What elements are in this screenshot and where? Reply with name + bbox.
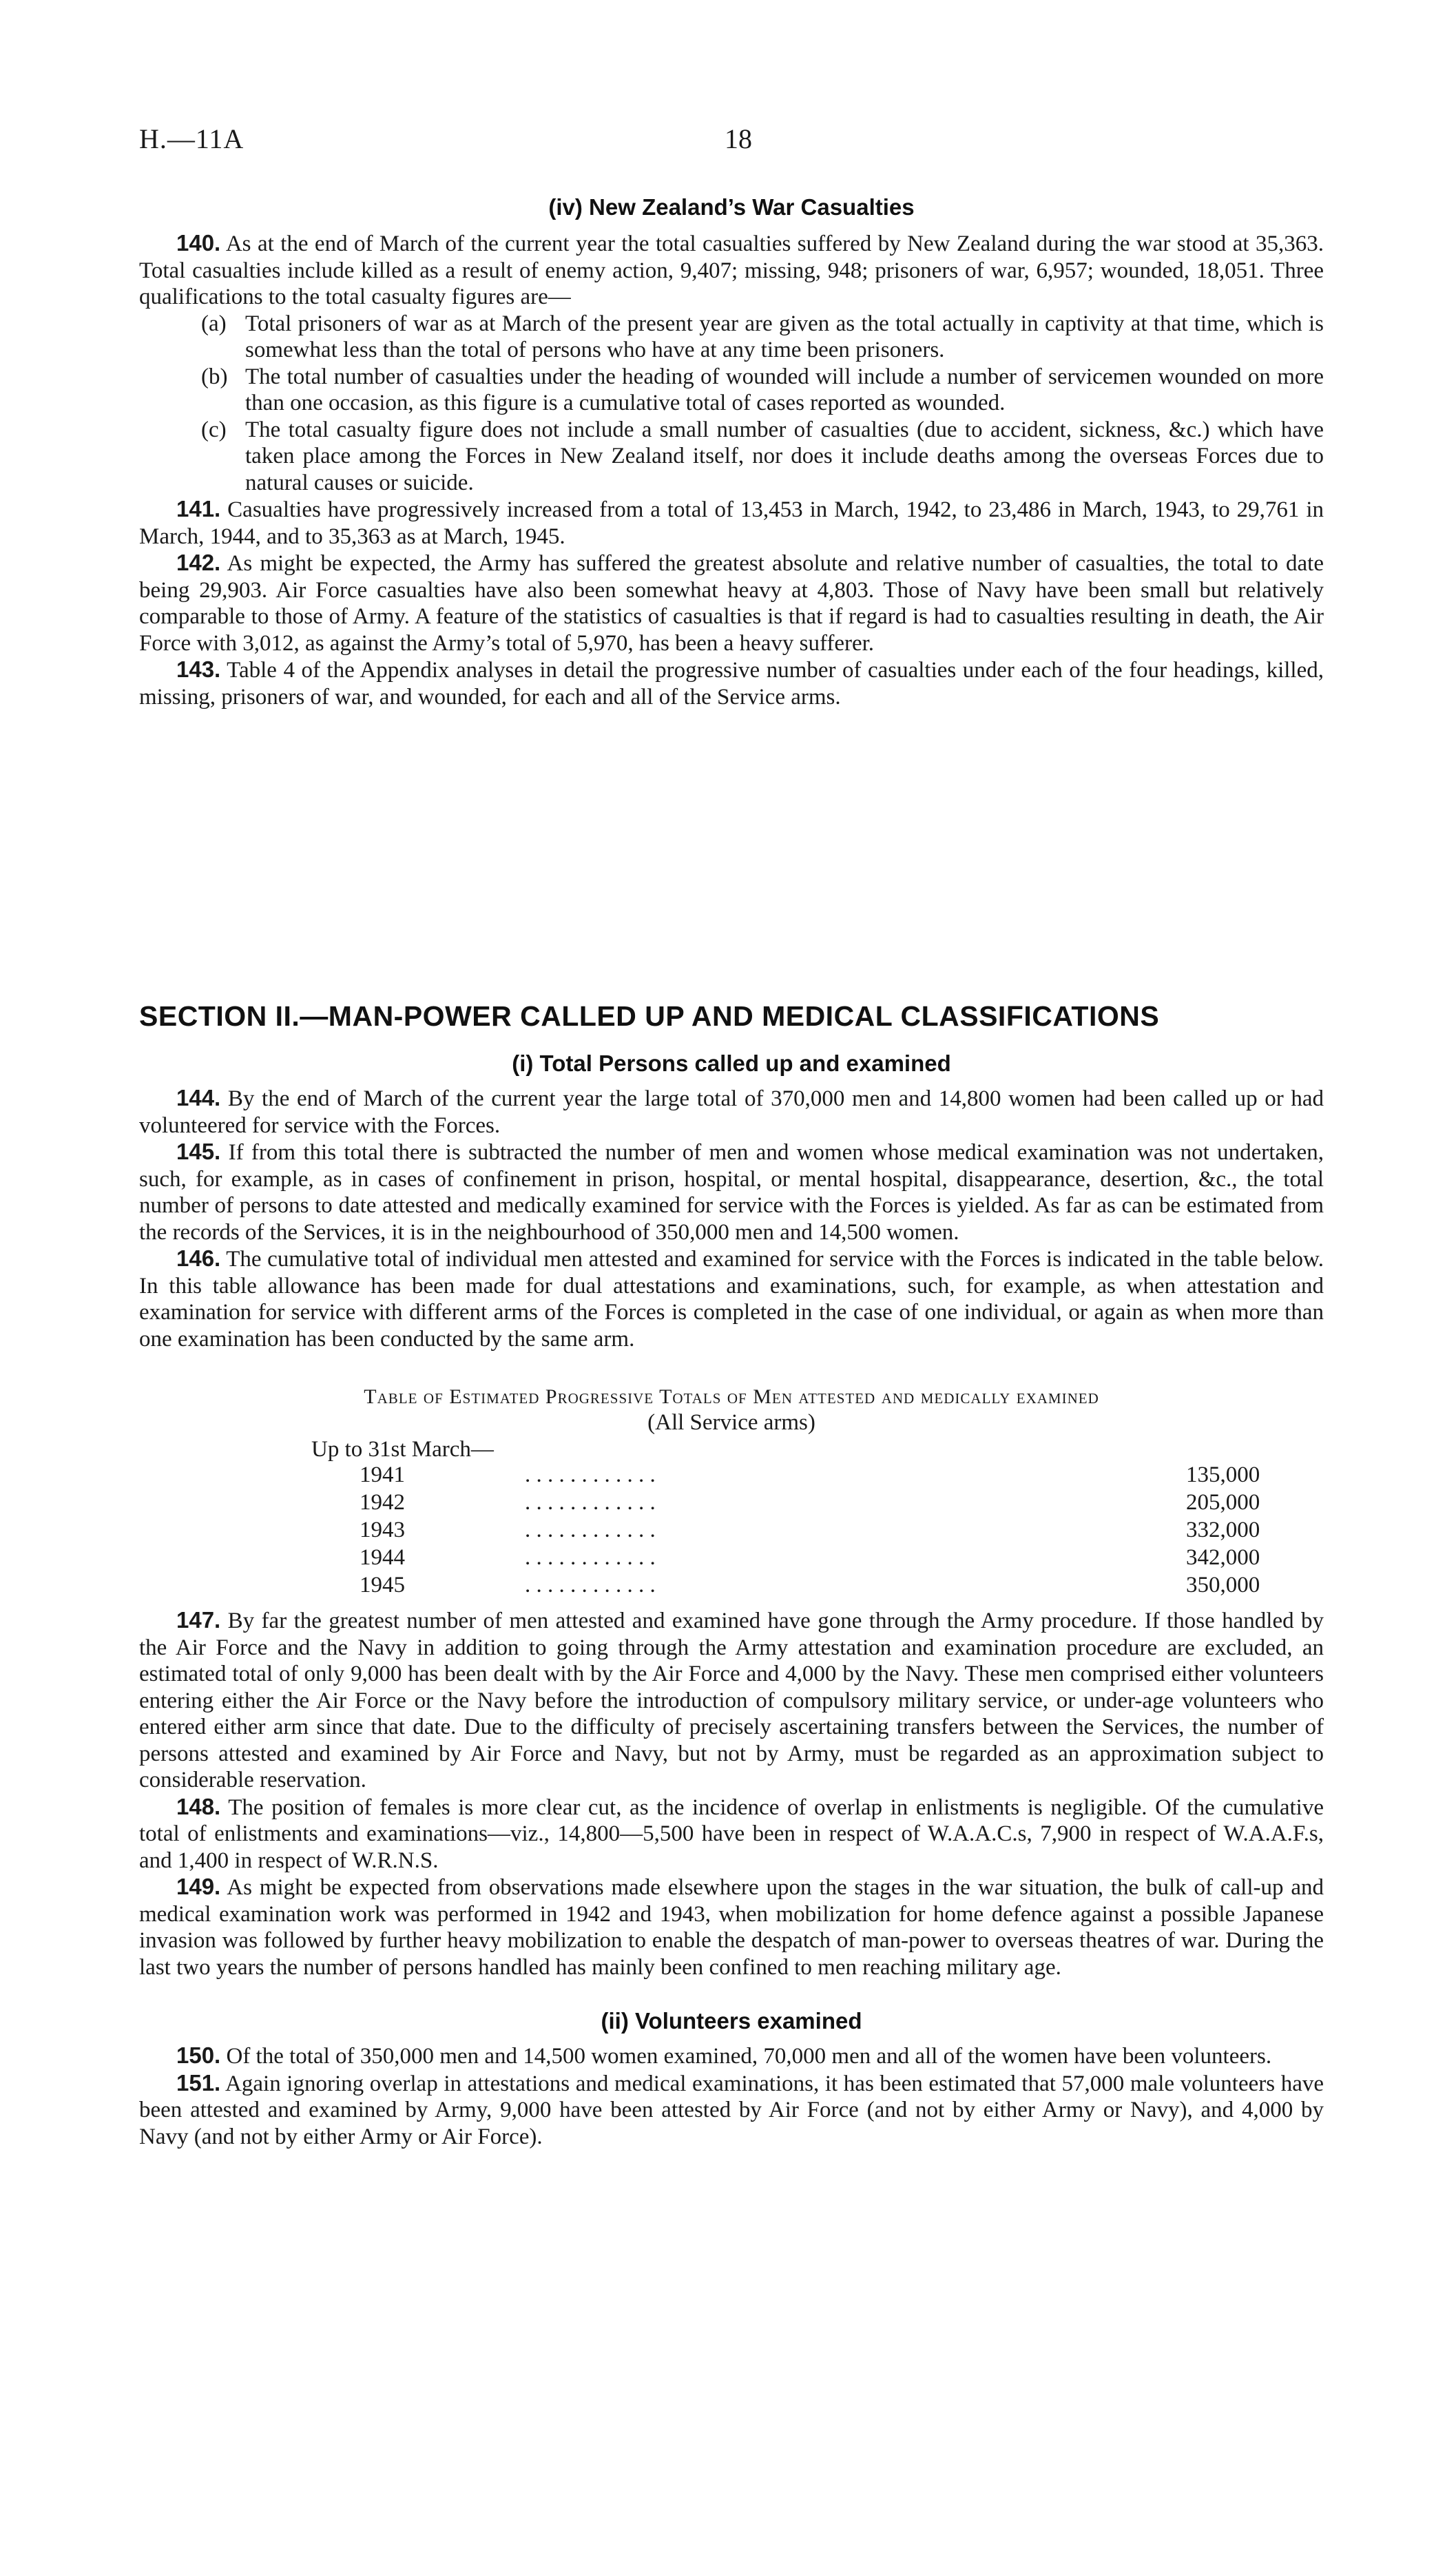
paragraph-number: 149. [176,1874,221,1899]
year-cell: 1943 [360,1518,405,1542]
paragraph-number: 146. [176,1245,221,1271]
subsection-heading-ii: (ii) Volunteers examined [601,2008,862,2034]
value-cell: 205,000 [1186,1490,1260,1515]
paragraph-number: 150. [176,2042,221,2068]
paragraph-text: The position of females is more clear cut, as the incidence of overlap in enlistments is negligible. Of the cumulative total of enlistments and examinations—viz., 14,800—5,500 have been in respect of W.A.A.C.s, 7,900 in respect of W.A.A.F.s, and 1,400 in respect of W.R.N.S. [139,1794,1324,1873]
section-two [139,1000,1324,2150]
qualification-c [201,417,1324,497]
table-row [139,1518,1324,1545]
table-row [139,1462,1324,1490]
table-row [139,1490,1324,1518]
paragraph-text: As might be expected, the Army has suffered the greatest absolute and relative number of casualties, the total to date being 29,903. Air Force casualties have also been somewhat heavy at 4,803. Those of Navy have been small but relatively comparable to those of Army. A feature of the statistics of casualties is that if regard is had to casualties resulting in death, the Air Force with 3,012, as against the Army’s total of 5,970, has been a heavy sufferer. [139,551,1324,656]
qualification-a [201,311,1324,364]
qualification-text: Total prisoners of war as at March of the present year are given as the total actually in captivity at that time, which is somewhat less than the total of persons who have at any time been prisoners. [245,311,1324,362]
paragraph-text: If from this total there is subtracted the number of men and women whose medical examination was not undertaken, such, for example, as in cases of confinement in prison, hospital, or mental hospital, disappearance, desertion, &c., the total number of persons to date attested and medically examined for service with the Forces is yielded. As far as can be estimated from the records of the Services, it is in the neighbourhood of 350,000 men and 14,500 women. [139,1140,1324,1245]
paragraph-141 [139,496,1324,550]
report-reference: H.—11A [139,123,245,154]
paragraph-text: As at the end of March of the current year the total casualties suffered by New Zealand during the war stood at 35,363. Total casualties include killed as a result of enemy action, 9,407; missing, 948; prisoners of war, 6,957; wounded, 18,051. Three qualifications to the total casualty figures are— [139,231,1324,309]
leader-dots: . . . . . . . . . . . . [525,1518,656,1542]
value-cell: 350,000 [1186,1573,1260,1597]
estimated-totals-table [139,1385,1324,1600]
value-cell: 342,000 [1186,1545,1260,1570]
paragraph-number: 148. [176,1793,221,1819]
leader-dots: . . . . . . . . . . . . [525,1490,656,1515]
qualification-label: (b) [201,364,228,389]
leader-dots: . . . . . . . . . . . . [525,1573,656,1597]
table-body [139,1462,1324,1600]
paragraph-text: The cumulative total of individual men attested and examined for service with the Forces is indicated in the table below. In this table allowance has been made for dual attestations and examinations, such, for example, as when attestation and examination for service with different arms of the Forces is completed in the case of one individual, or again as when more than one examination has been conducted by the same arm. [139,1247,1324,1352]
paragraph-number: 145. [176,1139,221,1164]
paragraph-number: 147. [176,1607,221,1633]
year-cell: 1944 [360,1545,405,1570]
paragraph-143 [139,656,1324,710]
paragraph-number: 140. [176,230,221,256]
year-cell: 1941 [360,1462,405,1487]
paragraph-number: 151. [176,2069,221,2096]
paragraph-text: Casualties have progressively increased from a total of 13,453 in March, 1942, to 23,486 in March, 1943, to 29,761 in March, 1944, and to 35,363 as at March, 1945. [139,497,1324,549]
section-heading: SECTION II.—MAN-POWER CALLED UP AND MEDICAL CLASSIFICATIONS [139,1000,1160,1032]
paragraph-142 [139,550,1324,656]
paragraph-150 [139,2042,1324,2070]
paragraph-text: Of the total of 350,000 men and 14,500 women examined, 70,000 men and all of the women have been volunteers. [226,2044,1272,2069]
paragraph-148 [139,1794,1324,1874]
year-cell: 1942 [360,1490,405,1515]
qualification-text: The total number of casualties under the heading of wounded will include a number of servicemen wounded on more than one occasion, as this figure is a cumulative total of cases reported as wounded. [245,364,1324,415]
paragraph-number: 144. [176,1085,221,1110]
paragraph-151 [139,2070,1324,2151]
paragraph-text: By the end of March of the current year the large total of 370,000 men and 14,800 women had been called up or had volunteered for service with the Forces. [139,1086,1324,1138]
table-row-label: Up to 31st March— [311,1437,494,1462]
paragraph-text: As might be expected from observations made elsewhere upon the stages in the war situation, the bulk of call-up and medical examination work was performed in 1942 and 1943, when mobilization for home defence against a possible Japanese invasion was followed by further heavy mobilization to enable the despatch of man-power to overseas theatres of war. During the last two years the number of persons handled has mainly been confined to men reaching military age. [139,1875,1324,1980]
year-cell: 1945 [360,1573,405,1597]
table-row [139,1545,1324,1573]
qualification-b [201,364,1324,417]
page-number: 18 [725,123,752,154]
casualties-section [139,194,1324,710]
qualification-text: The total casualty figure does not include a small number of casualties (due to accident, sickness, &c.) which have taken place among the Forces in New Zealand itself, nor does it include deaths among the overseas Forces due to natural causes or suicide. [245,417,1324,495]
leader-dots: . . . . . . . . . . . . [525,1545,656,1570]
paragraph-146 [139,1245,1324,1352]
paragraph-149 [139,1874,1324,1980]
value-cell: 332,000 [1186,1518,1260,1542]
paragraph-number: 141. [176,496,221,521]
paragraph-144 [139,1085,1324,1139]
paragraph-number: 143. [176,656,221,682]
value-cell: 135,000 [1186,1462,1260,1487]
qualification-label: (a) [201,311,227,336]
paragraph-text: Table 4 of the Appendix analyses in detail the progressive number of casualties under each of the four headings, killed, missing, prisoners of war, and wounded, for each and all of the Service arms. [139,658,1324,710]
paragraph-140 [139,230,1324,311]
paragraph-number: 142. [176,550,221,575]
subsection-heading-i: (i) Total Persons called up and examined [512,1051,951,1076]
table-subcaption: (All Service arms) [647,1410,815,1435]
leader-dots: . . . . . . . . . . . . [525,1462,656,1487]
casualties-heading: (iv) New Zealand’s War Casualties [548,194,915,220]
table-row [139,1573,1324,1600]
paragraph-145 [139,1139,1324,1245]
table-caption: Table of Estimated Progressive Totals of Men attested and medically examined [364,1385,1099,1408]
qualification-label: (c) [201,417,227,442]
paragraph-147 [139,1607,1324,1794]
paragraph-text: Again ignoring overlap in attestations and medical examinations, it has been estimated that 57,000 male volunteers have been attested and examined by Army, 9,000 have been attested by Air Force (and not by either Army or Navy), and 4,000 by Navy (and not by either Army or Air Force). [139,2071,1324,2149]
paragraph-text: By far the greatest number of men attested and examined have gone through the Army procedure. If those handled by the Air Force and the Navy in addition to going through the Army attestation and examination procedure are excluded, an estimated total of only 9,000 has been dealt with by the Air Force and 4,000 by the Navy. These men comprised either volunteers entering either the Air Force or the Navy before the introduction of compulsory military service, or under-age volunteers who entered either arm since that date. Due to the difficulty of precisely ascertaining transfers between the Services, the number of persons attested and examined by Air Force and Navy, but not by Army, must be regarded as an approximation subject to considerable reservation. [139,1608,1324,1792]
